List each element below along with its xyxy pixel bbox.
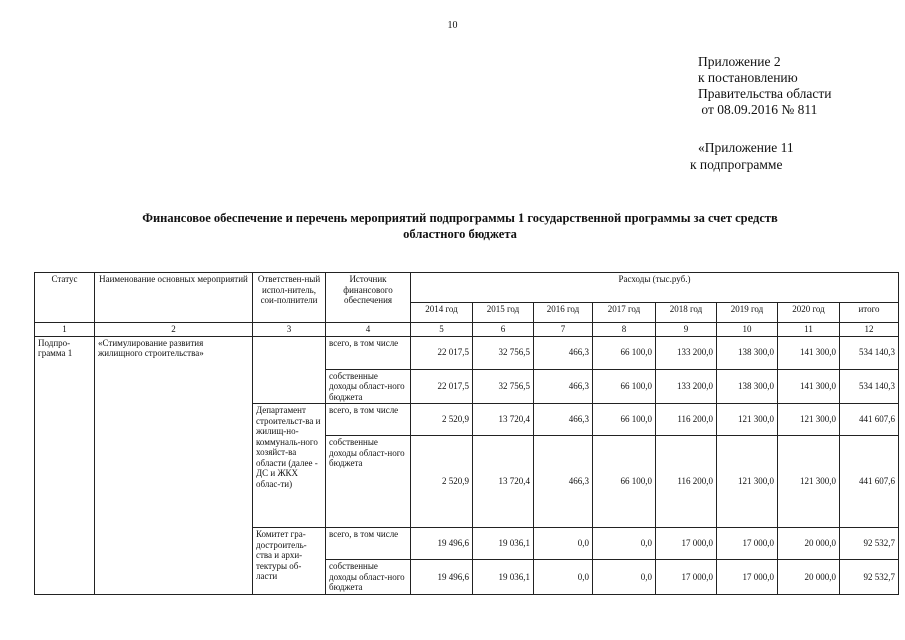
value-cell: 17 000,0 [656, 560, 717, 595]
appendix-block [698, 54, 831, 118]
appendix-line: к постановлению [698, 70, 798, 85]
col-number: 2 [95, 323, 253, 337]
value-cell: 466,3 [534, 369, 593, 404]
source-cell: собственные доходы област-ного бюджета [326, 436, 411, 528]
value-cell: 121 300,0 [778, 404, 840, 436]
value-cell: 92 532,7 [840, 528, 899, 560]
header-year: 2015 год [473, 303, 534, 323]
value-cell: 116 200,0 [656, 436, 717, 528]
header-year: 2020 год [778, 303, 840, 323]
col-number: 4 [326, 323, 411, 337]
header-year: 2019 год [717, 303, 778, 323]
value-cell: 141 300,0 [778, 369, 840, 404]
value-cell: 133 200,0 [656, 336, 717, 369]
value-cell: 17 000,0 [717, 560, 778, 595]
source-cell: собственные доходы област-ного бюджета [326, 560, 411, 595]
value-cell: 141 300,0 [778, 336, 840, 369]
value-cell: 121 300,0 [778, 436, 840, 528]
status-cell: Подпро-грамма 1 [35, 336, 95, 594]
value-cell: 2 520,9 [411, 404, 473, 436]
value-cell: 13 720,4 [473, 404, 534, 436]
col-number: 1 [35, 323, 95, 337]
header-source: Источник финансового обеспечения [326, 273, 411, 323]
col-number: 12 [840, 323, 899, 337]
value-cell: 534 140,3 [840, 369, 899, 404]
appendix2-line: к подпрограмме [690, 157, 783, 172]
source-cell: всего, в том числе [326, 336, 411, 369]
value-cell: 121 300,0 [717, 404, 778, 436]
value-cell: 138 300,0 [717, 336, 778, 369]
value-cell: 133 200,0 [656, 369, 717, 404]
header-executor: Ответствен-ный испол-нитель, сои-полнители [253, 273, 326, 323]
value-cell: 466,3 [534, 404, 593, 436]
col-number: 6 [473, 323, 534, 337]
name-cell: «Стимулирование развития жилищного строительства» [95, 336, 253, 594]
header-name: Наименование основных мероприятий [95, 273, 253, 323]
value-cell: 121 300,0 [717, 436, 778, 528]
value-cell: 19 036,1 [473, 560, 534, 595]
value-cell: 20 000,0 [778, 560, 840, 595]
header-expenses: Расходы (тыс.руб.) [411, 273, 899, 303]
value-cell: 466,3 [534, 436, 593, 528]
value-cell: 32 756,5 [473, 369, 534, 404]
value-cell: 0,0 [593, 528, 656, 560]
value-cell: 534 140,3 [840, 336, 899, 369]
value-cell: 0,0 [534, 560, 593, 595]
header-year: 2017 год [593, 303, 656, 323]
value-cell: 20 000,0 [778, 528, 840, 560]
executor-cell: Комитет гра-достроитель-ства и архи-тектуры об-ласти [253, 528, 326, 595]
value-cell: 19 496,6 [411, 560, 473, 595]
value-cell: 0,0 [593, 560, 656, 595]
value-cell: 92 532,7 [840, 560, 899, 595]
source-cell: всего, в том числе [326, 404, 411, 436]
source-cell: собственные доходы област-ного бюджета [326, 369, 411, 404]
table-row [35, 336, 899, 369]
appendix-line: Приложение 2 [698, 54, 781, 69]
value-cell: 19 036,1 [473, 528, 534, 560]
appendix2-line: «Приложение 11 [698, 140, 794, 155]
header-total: итого [840, 303, 899, 323]
value-cell: 138 300,0 [717, 369, 778, 404]
col-number: 9 [656, 323, 717, 337]
header-year: 2018 год [656, 303, 717, 323]
value-cell: 66 100,0 [593, 404, 656, 436]
value-cell: 0,0 [534, 528, 593, 560]
finance-table [34, 272, 899, 595]
col-number: 7 [534, 323, 593, 337]
value-cell: 66 100,0 [593, 336, 656, 369]
col-number: 8 [593, 323, 656, 337]
col-number: 10 [717, 323, 778, 337]
col-number: 3 [253, 323, 326, 337]
value-cell: 19 496,6 [411, 528, 473, 560]
appendix2-block [690, 139, 794, 173]
executor-cell: Департамент строительст-ва и жилищ-но-коммуналь-ного хозяйст-ва области (далее - ДС и ЖКХ облас-ти) [253, 404, 326, 528]
header-status: Статус [35, 273, 95, 323]
header-year: 2016 год [534, 303, 593, 323]
title-line-2: областного бюджета [403, 227, 517, 241]
header-year: 2014 год [411, 303, 473, 323]
value-cell: 466,3 [534, 336, 593, 369]
appendix-line: от 08.09.2016 № 811 [698, 102, 818, 117]
value-cell: 22 017,5 [411, 369, 473, 404]
col-number: 5 [411, 323, 473, 337]
value-cell: 66 100,0 [593, 369, 656, 404]
page-number: 10 [447, 20, 458, 31]
value-cell: 66 100,0 [593, 436, 656, 528]
value-cell: 441 607,6 [840, 404, 899, 436]
value-cell: 13 720,4 [473, 436, 534, 528]
source-cell: всего, в том числе [326, 528, 411, 560]
document-title [40, 210, 880, 242]
title-line-1: Финансовое обеспечение и перечень мероприятий подпрограммы 1 государственной программы за счет средств [142, 211, 778, 225]
value-cell: 441 607,6 [840, 436, 899, 528]
value-cell: 2 520,9 [411, 436, 473, 528]
value-cell: 32 756,5 [473, 336, 534, 369]
value-cell: 17 000,0 [717, 528, 778, 560]
executor-cell [253, 336, 326, 404]
col-number: 11 [778, 323, 840, 337]
appendix-line: Правительства области [698, 86, 832, 101]
value-cell: 22 017,5 [411, 336, 473, 369]
value-cell: 116 200,0 [656, 404, 717, 436]
value-cell: 17 000,0 [656, 528, 717, 560]
